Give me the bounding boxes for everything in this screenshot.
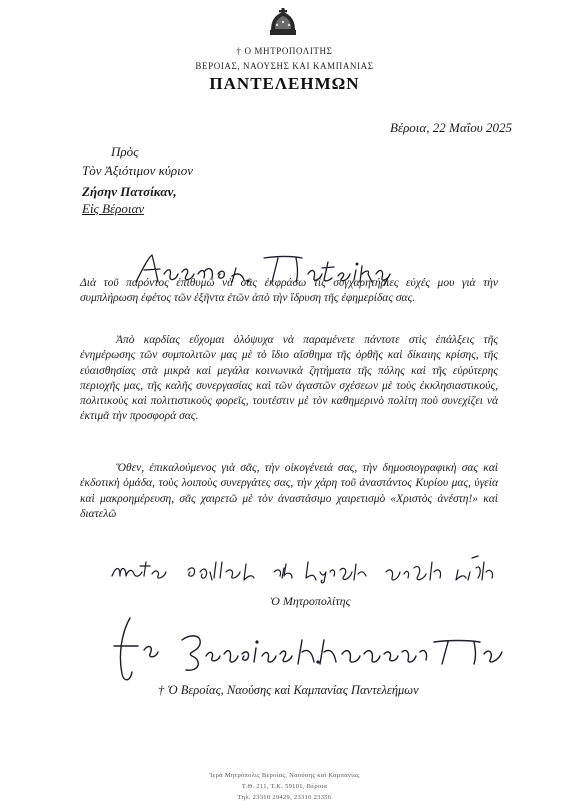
footer-line2: Τ.Θ. 211, Τ.Κ. 59101, Βέροια [241, 783, 328, 790]
letterhead-line1: † Ο ΜΗΤΡΟΠΟΛΙΤΗΣ [236, 46, 333, 56]
footer-line3: Τηλ. 23310 29429, 23310 23356 [237, 794, 332, 801]
recipient-name: Ζήσην Πατσίκαν, [82, 184, 177, 199]
handwritten-signature [108, 612, 508, 684]
letterhead-line2: ΒΕΡΟΙΑΣ, ΝΑΟΥΣΗΣ ΚΑΙ ΚΑΜΠΑΝΙΑΣ [195, 61, 374, 71]
body-paragraph-3: Ὅθεν, ἐπικαλούμενος γιὰ σᾶς, τὴν οἰκογένειά σας, τὴν δημοσιογραφικὴ σας καὶ ἐκδοτικὴ ὁμάδα, τοὺς λοιποὺς συνεργάτες σας, τὴν χάρη τοῦ ἀναστάντος Κυρίου μας, ὑγεία καὶ μακροημέρευση, σᾶς χαιρετῶ μὲ τὸν ἀναστάσιμο χαιρετισμὸ «Χριστὸς ἀνέστη!» καὶ διατελῶ [80, 462, 498, 520]
body-paragraph-1: Διὰ τοῦ παρόντος ἐπιθυμῶ νὰ σᾶς ἐκφράσω τὶς συγχαρητήριες εὐχές μου γιὰ τὴν συμπλήρωση ἐφέτος τῶν ἑξῆντα ἐτῶν ἀπὸ τὴν ἵδρυση τῆς ἐφημερίδας σας. [80, 277, 498, 305]
recipient-title: Τὸν Ἀξιότιμον κύριον [82, 163, 194, 178]
mitre-crest-icon [266, 8, 300, 38]
recipient-city: Εἰς Βέροιαν [82, 201, 145, 216]
body-paragraph-2: Ἀπὸ καρδίας εὔχομαι ὁλόψυχα νὰ παραμένετε πάντοτε στὶς ἐπάλξεις τῆς ἐνημέρωσης τῶν συμπολιτῶν μας μὲ τὸ ἴδιο αἴσθημα τῆς ὀρθῆς καὶ δίκαιης κρίσης, τῆς εὐαισθησίας στὰ μικρὰ καὶ μεγάλα κοινωνικὰ ζητήματα τῆς πόλης καὶ τῆς εὐρύτερης περιοχῆς μας, τῆς καλῆς συνεργασίας καὶ τῶν ἀγαστῶν σχέσεων μὲ τοὺς ἐκκλησιαστικούς, πολιτικοὺς καὶ πολιτιστικοὺς φορεῖς, τουτέστιν μὲ τὸν καθημερινὸ πολίτη ποὺ συνεχίζει νὰ ἐκτιμᾶ τὴν προσφορά σας. [80, 334, 498, 423]
letterhead-name: ΠΑΝΤΕΛΕΗΜΩΝ [209, 74, 360, 93]
recipient-to: Πρὸς [111, 144, 139, 159]
footer-line1: Ἱερὰ Μητρόπολις Βεροίας, Ναούσης καὶ Καμπανίας [209, 772, 360, 779]
signer-title: Ὁ Μητροπολίτης [270, 594, 351, 608]
handwritten-closing [108, 552, 498, 584]
signer-name: † Ὁ Βεροίας, Ναούσης καὶ Καμπανίας Παντελεήμων [158, 683, 419, 697]
letter-date: Βέροια, 22 Μαΐου 2025 [390, 120, 512, 135]
